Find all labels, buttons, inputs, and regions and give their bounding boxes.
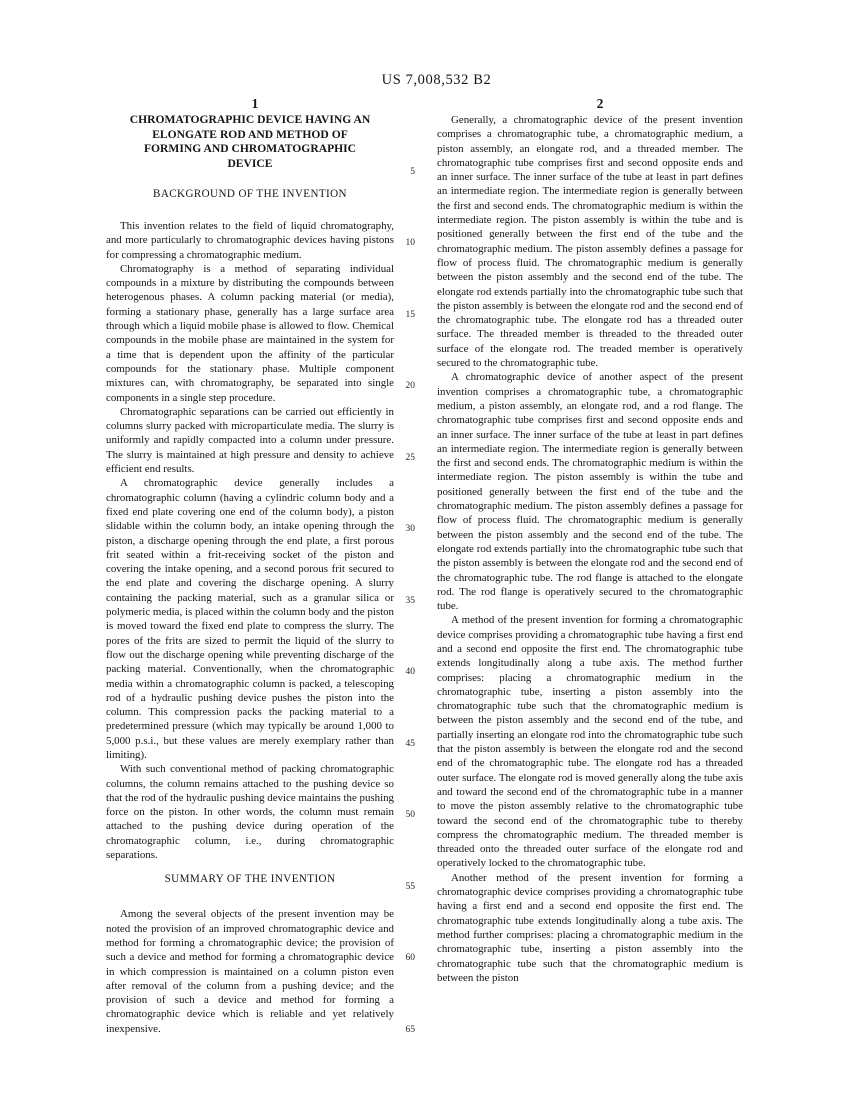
title-line: CHROMATOGRAPHIC DEVICE HAVING AN [129,113,371,126]
line-number: 60 [405,953,415,963]
line-number: 65 [405,1025,415,1035]
section-heading-summary: SUMMARY OF THE INVENTION [164,873,336,886]
title-line: ELONGATE ROD AND METHOD OF [152,127,348,141]
paragraph: Another method of the present invention for forming a chromatographic device comprises providing a chromatographic tube having a first end and a second end opposite the first end. The chromatographic tube extends longitudinally along a tube axis. The method further comprises: placing a chromatographic medium in the chromatographic tube, inserting a piston assembly into the chromatographic tube such that the chromatographic medium is between the piston [437,871,743,984]
line-number: 5 [410,167,415,177]
paragraph: Among the several objects of the present invention may be noted the provision of an improved chromatographic device and method for forming a chromatographic device; the provision of such a device and method for forming a chromatographic device in which compression is maintained on a column piston even after removal of the column from a pushing device; and the provision of such a device and method for forming a chromatographic device which is reliable and yet relatively inexpensive. [106,908,394,1035]
paragraph: A method of the present invention for forming a chromatographic device comprises providing a chromatographic tube having a first end and a second end opposite the first end. The chromatographic tube extends longitudinally along a tube axis. The method further comprises: placing a chromatographic medium in the chromatographic tube, inserting a piston assembly into the chromatographic tube such that the chromatographic medium is between the piston assembly and the second end of the tube, and partially inserting an elongate rod into the chromatographic tube such that the piston assembly is between the elongate rod and the second end of the chromatographic tube. The elongate rod has a threaded outer surface. The elongate rod is moved generally along the tube axis and toward the second end of the chromatographic tube in a manner to move the piston assembly relative to the chromatographic tube toward the second end of the chromatographic tube to thereby compress the chromatographic medium. The threaded member is threaded onto the threaded outer surface of the elongate rod and operatively locked to the chromatographic tube. [437,614,743,870]
paragraph: Generally, a chromatographic device of the present invention comprises a chromatographic tube, a chromatographic medium, a piston assembly, an elongate rod, and a threaded member. The chromatographic tube comprises first and second opposite ends and an inner surface. The inner surface of the tube at least in part defines an intermediate region. The intermediate region is generally between the first and second ends. The chromatographic medium is within the intermediate region. The piston assembly is within the tube and is positioned generally between the first end of the tube and the chromatographic medium. The piston assembly defines a passage for flow of process fluid. The chromatographic medium is generally between the piston assembly and the second end of the tube. The elongate rod extends partially into the chromatographic tube such that the piston assembly is between the elongate rod and the second end of the chromatographic tube. The elongate rod has a threaded outer surface. The threaded member is threaded to the threaded outer surface of the elongate rod. The treaded member is operatively secured to the chromatographic tube. [437,114,743,370]
left-column [106,113,394,1036]
patent-number-header: US 7,008,532 B2 [381,72,492,88]
paragraph: With such conventional method of packing chromatographic columns, the column remains attached to the pushing device so that the rod of the hydraulic pushing device maintains the pushing force on the piston. In other words, the column must remain attached to the pushing device during operation of the chromatographic column, i.e., during chromatographic separations. [106,763,394,862]
line-number: 25 [405,453,415,463]
column-number-1: 1 [251,96,259,111]
line-number: 15 [405,310,415,320]
line-number: 20 [405,381,415,391]
line-number: 35 [405,596,415,606]
line-number: 45 [405,739,415,749]
paragraph: This invention relates to the field of liquid chromatography, and more particularly to chromatographic devices having pistons for compressing a chromatographic medium. [106,220,394,261]
line-number: 50 [405,810,415,820]
line-number: 30 [405,524,415,534]
line-number: 55 [405,882,415,892]
title-line: FORMING AND CHROMATOGRAPHIC [143,142,357,155]
paragraph: Chromatography is a method of separating individual compounds in a mixture by distributing the compounds between heterogenous phases. A column packing material (or media), forming a stationary phase, generally has a large surface area through which a liquid mobile phase is allowed to flow. Chemical compounds in the mobile phase are maintained in the system for a time that is dependent upon the affinity of the particular compounds for the stationary phase. Multiple component mixtures can, with chromatography, be separated into single components in a single step procedure. [106,262,394,404]
invention-title [106,113,394,171]
column-number-2: 2 [596,96,604,111]
paragraph: Chromatographic separations can be carried out efficiently in columns slurry packed with microparticulate media. The slurry is uniformly and rapidly compacted into a column under pressure. The slurry is maintained at high pressure and density to achieve efficient end results. [106,405,394,476]
title-line: DEVICE [227,156,273,170]
paragraph: A chromatographic device generally includes a chromatographic column (having a cylindric column body and a fixed end plate covering one end of the column body), a piston slidable within the column body, an intake opening through the piston, a discharge opening through the end plate, a first porous frit seated within a frit-receiving socket of the piston and covering the intake opening, and a second porous frit secured to the end plate and covering the discharge opening. A slurry containing the packing material, such as a granular silica or polymeric media, is placed within the column body and the piston is moved toward the fixed end plate to compress the slurry. The pores of the frits are sized to permit the liquid of the slurry to flow out the discharge opening while preventing discharge of the packing material. Conventionally, when the chromatographic media within a chromatographic column is packed, a telescoping rod of a hydraulic pushing device pushes the piston into the column. This compression packs the packing material to a predetermined pressure (which may typically be around 1,000 to 5,000 p.s.i., but these values are merely exemplary rather than limiting). [106,477,394,761]
paragraph: A chromatographic device of another aspect of the present invention comprises a chromatographic tube, a chromatographic medium, a piston assembly, an elongate rod, and a rod flange. The chromatographic tube comprises first and second opposite ends and an inner surface. The inner surface of the tube at least in part defines an intermediate region. The intermediate region is generally between the first and second ends. The chromatographic medium is within the intermediate region. The piston assembly is within the tube and positioned generally between the first end of the tube and the chromatographic medium. The piston assembly defines a passage for flow of process fluid. The chromatographic medium is generally between the piston assembly and the second end of the tube. The elongate rod extends partially into the chromatographic tube such that the piston assembly is between the elongate rod and the second end of the chromatographic tube. The rod flange is attached to the elongate rod. The rod flange is operatively secured to the chromatographic tube. [437,371,743,613]
line-number: 40 [405,667,415,677]
section-heading-background: BACKGROUND OF THE INVENTION [153,188,347,200]
line-number: 10 [405,238,415,248]
right-column [437,113,743,985]
